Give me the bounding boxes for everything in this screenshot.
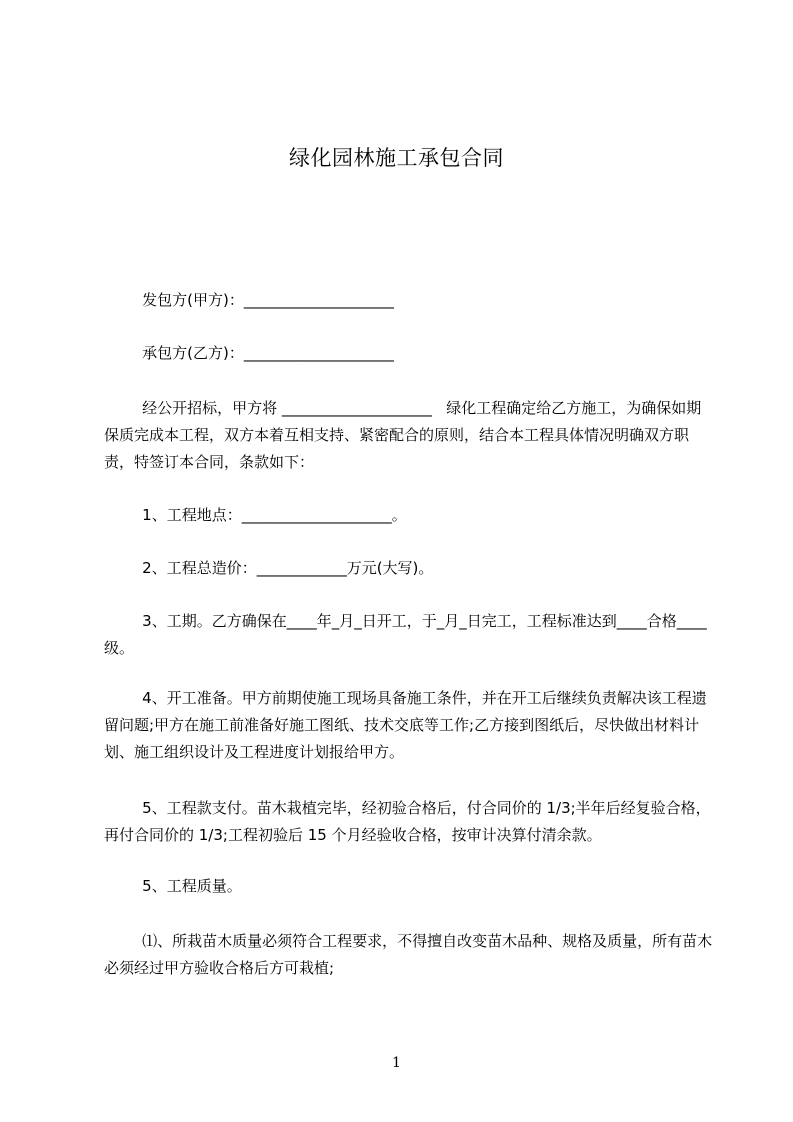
preamble-paragraph: 经公开招标，甲方将 ____________________ 绿化工程确定给乙方施工，为确保如期保质完成本工程，双方本着互相支持、紧密配合的原则，结合本工程具体情况明确双方职责，特签订本合同，条款如下： [104, 399, 702, 471]
clause-total-cost: 2、工程总造价：____________万元(大写)。 [104, 559, 434, 577]
clause-location: 1、工程地点：____________________。 [104, 506, 407, 524]
page-number: 1 [392, 1055, 401, 1071]
clause-quality-heading: 5、工程质量。 [104, 877, 242, 895]
document-title: 绿化园林施工承包合同 [289, 146, 504, 170]
clause-schedule: 3、工期。乙方确保在____年_月_日开工，于_月_日完工，工程标准达到____合格____级。 [104, 612, 707, 657]
party-a-line: 发包方(甲方)：____________________ [104, 291, 394, 309]
clause-payment: 5、工程款支付。苗木栽植完毕，经初验合格后，付合同价的 1/3;半年后经复验合格，再付合同价的 1/3;工程初验后 15 个月经验收合格，按审计决算付清余款。 [104, 799, 711, 844]
clause-quality-item-1: ⑴、所栽苗木质量必须符合工程要求，不得擅自改变苗木品种、规格及质量，所有苗木必须经过甲方验收合格后方可栽植; [104, 932, 713, 977]
party-b-line: 承包方(乙方)：____________________ [104, 344, 394, 362]
clause-preparation: 4、开工准备。甲方前期使施工现场具备施工条件，并在开工后继续负责解决该工程遗留问题;甲方在施工前准备好施工图纸、技术交底等工作;乙方接到图纸后，尽快做出材料计划、施工组织设计及工程进度计划报给甲方。 [104, 689, 707, 761]
